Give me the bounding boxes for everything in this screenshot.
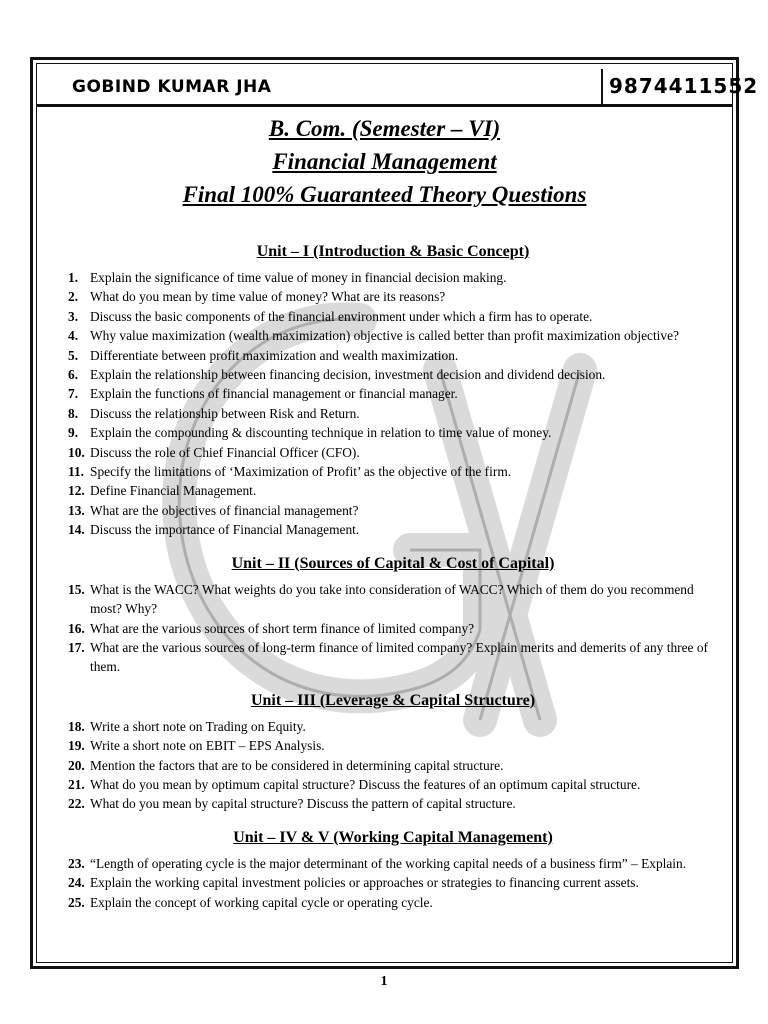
question-item — [68, 326, 718, 345]
question-item — [68, 423, 718, 442]
question-item — [68, 794, 718, 813]
unit-section — [68, 554, 718, 677]
question-text: What are the objectives of financial management? — [90, 502, 359, 518]
question-item — [68, 384, 718, 403]
question-text: Explain the compounding & discounting technique in relation to time value of money. — [90, 425, 552, 441]
question-number: 7. — [68, 386, 79, 402]
question-item — [68, 580, 718, 619]
question-item — [68, 893, 718, 912]
question-text: Discuss the importance of Financial Management. — [90, 522, 360, 538]
question-number: 6. — [68, 367, 79, 383]
question-text: Write a short note on EBIT – EPS Analysis. — [90, 738, 325, 754]
question-number: 10. — [68, 444, 85, 460]
question-number: 22. — [68, 796, 85, 812]
question-text: Mention the factors that are to be considered in determining capital structure. — [90, 757, 504, 773]
question-text: Explain the relationship between financing decision, investment decision and dividend decision. — [90, 367, 606, 383]
question-item — [68, 854, 718, 873]
question-number: 23. — [68, 855, 85, 871]
question-item — [68, 307, 718, 326]
question-item — [68, 404, 718, 423]
question-item — [68, 268, 718, 287]
question-text: Explain the working capital investment policies or approaches or strategies to financing current assets. — [90, 875, 639, 891]
document-titles — [36, 112, 733, 211]
question-text: Discuss the relationship between Risk and Return. — [90, 405, 360, 421]
question-text: Explain the concept of working capital cycle or operating cycle. — [90, 894, 433, 910]
question-number: 9. — [68, 425, 79, 441]
author-name: GOBIND KUMAR JHA — [72, 77, 272, 97]
question-text: What is the WACC? What weights do you take into consideration of WACC? Which of them do you recommend most? Why? — [90, 581, 694, 617]
question-text: Define Financial Management. — [90, 483, 257, 499]
subject-title: Financial Management — [272, 149, 497, 174]
question-text: What do you mean by capital structure? Discuss the pattern of capital structure. — [90, 796, 516, 812]
question-number: 20. — [68, 757, 85, 773]
question-number: 1. — [68, 270, 79, 285]
question-text: Explain the functions of financial management or financial manager. — [90, 386, 458, 402]
question-number: 16. — [68, 620, 85, 636]
question-list — [68, 242, 718, 926]
question-number: 12. — [68, 483, 85, 499]
unit-heading: Unit – IV & V (Working Capital Management) — [233, 828, 553, 846]
question-number: 2. — [68, 289, 79, 305]
question-text: Discuss the basic components of the financial environment under which a firm has to operate. — [90, 308, 593, 324]
question-text: Discuss the role of Chief Financial Officer (CFO). — [90, 444, 360, 460]
author-phone: 9874411552 — [609, 74, 759, 98]
question-text: Specify the limitations of ‘Maximization of Profit’ as the objective of the firm. — [90, 464, 512, 480]
header-divider — [601, 69, 603, 104]
question-text: What are the various sources of long-term finance of limited company? Explain merits and demerits of any three of them. — [90, 639, 708, 675]
question-item — [68, 287, 718, 306]
question-number: 19. — [68, 738, 85, 754]
question-item — [68, 736, 718, 755]
question-text: What do you mean by time value of money? What are its reasons? — [90, 289, 446, 305]
question-number: 18. — [68, 718, 85, 734]
question-item — [68, 365, 718, 384]
question-item — [68, 638, 718, 677]
page-number: 1 — [380, 974, 388, 989]
question-number: 11. — [68, 464, 84, 480]
question-number: 17. — [68, 639, 85, 655]
question-item — [68, 462, 718, 481]
question-item — [68, 775, 718, 794]
question-item — [68, 873, 718, 892]
question-number: 3. — [68, 308, 79, 324]
document-subtitle: Final 100% Guaranteed Theory Questions — [182, 182, 587, 207]
question-number: 25. — [68, 894, 85, 910]
question-text: Write a short note on Trading on Equity. — [90, 718, 306, 734]
question-item — [68, 756, 718, 775]
unit-section — [68, 691, 718, 814]
question-item — [68, 501, 718, 520]
unit-section — [68, 242, 718, 540]
unit-heading: Unit – I (Introduction & Basic Concept) — [256, 243, 530, 260]
question-number: 5. — [68, 347, 79, 363]
question-item — [68, 443, 718, 462]
unit-heading: Unit – III (Leverage & Capital Structure) — [250, 691, 536, 709]
unit-heading: Unit – II (Sources of Capital & Cost of Capital) — [231, 554, 555, 572]
question-number: 8. — [68, 405, 79, 421]
question-item — [68, 520, 718, 539]
question-number: 15. — [68, 581, 85, 597]
question-number: 14. — [68, 522, 85, 538]
question-text: What are the various sources of short term finance of limited company? — [90, 620, 475, 636]
question-item — [68, 346, 718, 365]
question-item — [68, 717, 718, 736]
question-number: 4. — [68, 328, 79, 344]
question-text: Why value maximization (wealth maximization) objective is called better than profit maximization objective? — [90, 328, 679, 344]
question-text: Differentiate between profit maximization and wealth maximization. — [90, 347, 459, 363]
question-number: 21. — [68, 776, 85, 792]
question-number: 13. — [68, 502, 85, 518]
question-item — [68, 619, 718, 638]
unit-section — [68, 828, 718, 912]
header-bar — [36, 63, 759, 107]
course-title: B. Com. (Semester – VI) — [268, 116, 501, 141]
question-number: 24. — [68, 875, 85, 891]
question-text: What do you mean by optimum capital structure? Discuss the features of an optimum capital structure. — [90, 776, 641, 792]
question-text: “Length of operating cycle is the major determinant of the working capital needs of a business firm” – Explain. — [90, 855, 687, 871]
question-item — [68, 481, 718, 500]
question-text: Explain the significance of time value of money in financial decision making. — [90, 270, 507, 285]
